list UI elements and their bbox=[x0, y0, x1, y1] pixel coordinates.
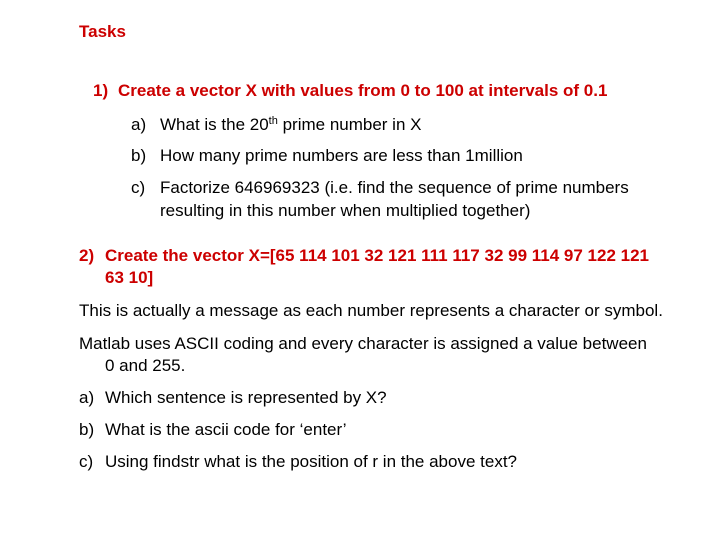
task1-heading: Create a vector X with values from 0 to 100 at intervals of 0.1 bbox=[118, 81, 608, 100]
task1-item-a-text-before: What is the 20 bbox=[160, 115, 269, 134]
task1-item-b-marker: b) bbox=[131, 146, 147, 165]
task1-item-a-text-after: prime number in X bbox=[277, 115, 422, 134]
task1-item-a-marker: a) bbox=[131, 115, 147, 134]
task2-item-b: What is the ascii code for ‘enter’ bbox=[105, 420, 347, 439]
task2-item-c: Using findstr what is the position of r in the above text? bbox=[105, 452, 518, 471]
task2-heading-line1: Create the vector X=[65 114 101 32 121 111 117 32 99 114 97 122 121 bbox=[105, 246, 649, 265]
task1-item-c-line1: Factorize 646969323 (i.e. find the sequence of prime numbers bbox=[160, 178, 629, 197]
task2-item-a-marker: a) bbox=[79, 388, 95, 407]
task2-item-c-marker: c) bbox=[79, 452, 94, 471]
task2-number: 2) bbox=[79, 246, 95, 265]
task2-paragraph2-line1: Matlab uses ASCII coding and every character is assigned a value between bbox=[79, 334, 647, 353]
task2-item-a: Which sentence is represented by X? bbox=[105, 388, 387, 407]
task2-paragraph2-line2: 0 and 255. bbox=[105, 356, 186, 375]
task1-item-a-superscript: th bbox=[268, 115, 278, 127]
task1-item-b: How many prime numbers are less than 1million bbox=[160, 146, 523, 165]
task1-item-c-marker: c) bbox=[131, 178, 146, 197]
task1-item-c-line2: resulting in this number when multiplied together) bbox=[160, 201, 531, 220]
task1-number: 1) bbox=[93, 81, 109, 100]
task1-item-a bbox=[160, 114, 421, 135]
page-title: Tasks bbox=[79, 22, 126, 41]
task2-paragraph1: This is actually a message as each number represents a character or symbol. bbox=[79, 301, 663, 320]
task2-item-b-marker: b) bbox=[79, 420, 95, 439]
task2-heading-line2: 63 10] bbox=[105, 268, 154, 287]
